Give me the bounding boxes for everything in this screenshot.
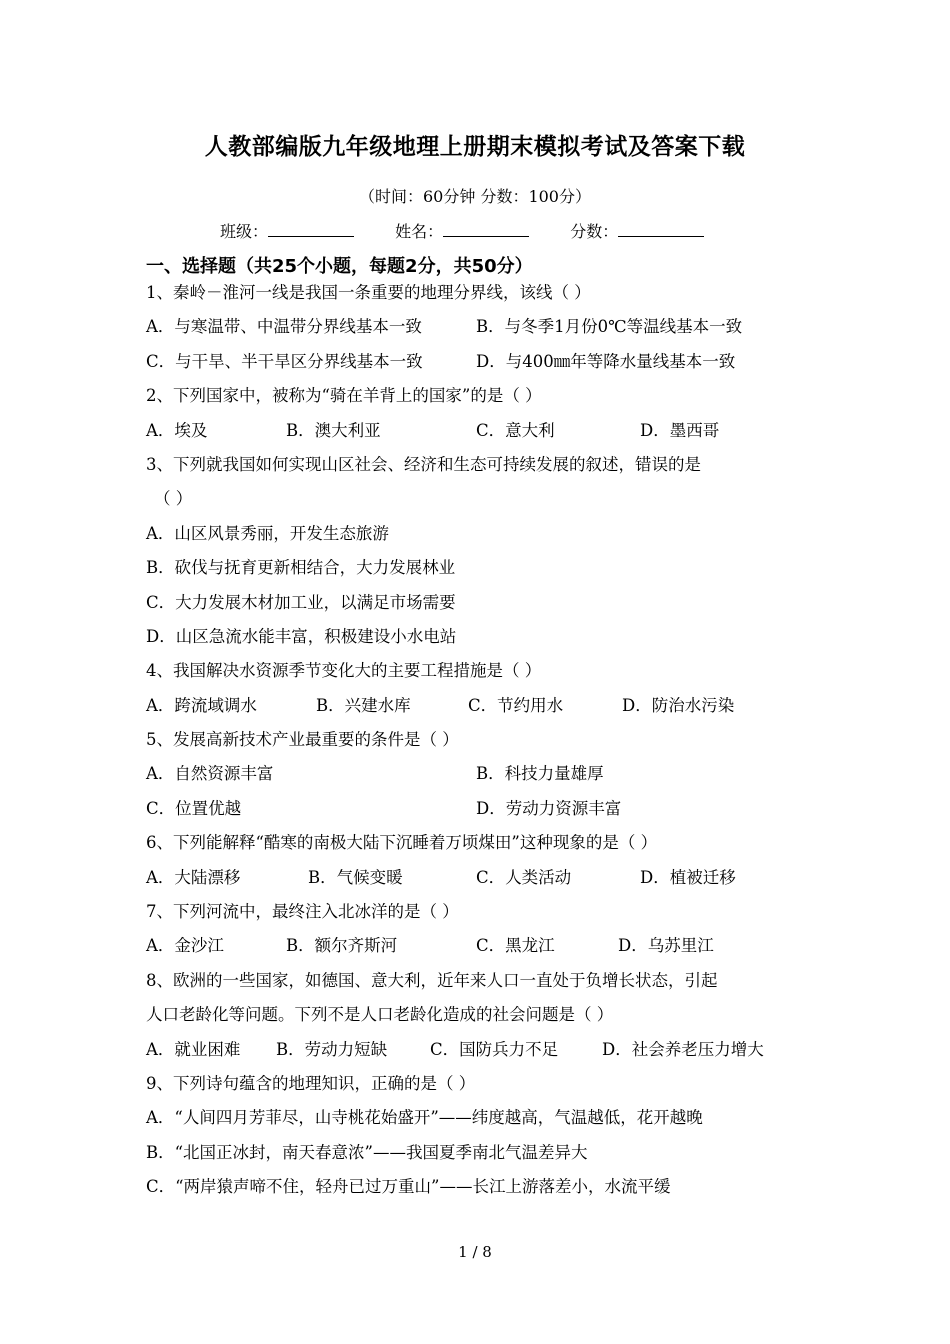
- student-info: [220, 219, 740, 242]
- question-1-stem: 1、秦岭－淮河一线是我国一条重要的地理分界线，该线（ ）: [146, 283, 591, 302]
- q4-option-b: B．兴建水库: [316, 695, 411, 715]
- q3-answer-paren: （ ）: [154, 489, 193, 509]
- name-label: 姓名：: [395, 222, 444, 241]
- question-3-paren: [146, 482, 826, 516]
- q6-option-a: A．大陆漂移: [146, 867, 241, 887]
- question-8-stem-line1: 8、欧洲的一些国家，如德国、意大利，近年来人口一直处于负增长状态，引起: [146, 970, 718, 990]
- q2-option-d: D．墨西哥: [640, 420, 720, 440]
- question-6-stem: 6、下列能解释“酷寒的南极大陆下沉睡着万顷煤田”这种现象的是（ ）: [146, 833, 658, 853]
- q4-option-c: C．节约用水: [468, 695, 564, 715]
- question-6-options: [146, 861, 826, 895]
- question-5-stem: 5、发展高新技术产业最重要的条件是（ ）: [146, 730, 459, 750]
- q4-option-a: A．跨流域调水: [146, 695, 257, 715]
- q8-option-b: B．劳动力短缺: [276, 1039, 388, 1059]
- class-field: [220, 219, 354, 242]
- q5-option-c: C．位置优越: [146, 798, 242, 818]
- q5-option-d: D．劳动力资源丰富: [476, 798, 622, 818]
- question-9-stem: 9、下列诗句蕴含的地理知识，正确的是（ ）: [146, 1073, 476, 1093]
- question-7-options: [146, 929, 826, 963]
- q5-option-a: A．自然资源丰富: [146, 764, 274, 784]
- question-5-options-row2: [146, 792, 826, 826]
- q7-option-b: B．额尔齐斯河: [286, 936, 398, 956]
- section-heading: 一、选择题（共25个小题，每题2分，共50分）: [146, 256, 533, 277]
- page-number: 1 / 8: [458, 1243, 492, 1261]
- q1-option-b: B．与冬季1月份0℃等温线基本一致: [476, 317, 743, 337]
- question-list: [146, 276, 826, 1205]
- question-5-options-row1: [146, 757, 826, 791]
- q6-option-b: B．气候变暖: [308, 867, 403, 887]
- name-blank: [443, 222, 529, 237]
- q2-option-a: A．埃及: [146, 420, 208, 440]
- q3-option-c: C．大力发展木材加工业，以满足市场需要: [146, 592, 456, 612]
- question-8-options: [146, 1033, 826, 1067]
- q1-option-c: C．与干旱、半干旱区分界线基本一致: [146, 351, 423, 371]
- question-1-options-row1: [146, 310, 826, 344]
- question-4-options: [146, 689, 826, 723]
- q7-option-c: C．黑龙江: [476, 936, 555, 956]
- question-2-options: [146, 414, 826, 448]
- q1-option-d: D．与400㎜年等降水量线基本一致: [476, 351, 736, 371]
- q2-option-b: B．澳大利亚: [286, 420, 381, 440]
- q9-option-b: B．“北国正冰封，南天春意浓”——我国夏季南北气温差异大: [146, 1142, 588, 1162]
- question-4-stem: 4、我国解决水资源季节变化大的主要工程措施是（ ）: [146, 661, 542, 681]
- q8-option-a: A．就业困难: [146, 1039, 241, 1059]
- q7-option-a: A．金沙江: [146, 936, 224, 956]
- q9-option-c: C．“两岸猿声啼不住，轻舟已过万重山”——长江上游落差小，水流平缓: [146, 1177, 671, 1197]
- question-8-stem-line2: 人口老龄化等问题。下列不是人口老龄化造成的社会问题是（ ）: [146, 1005, 614, 1025]
- q6-option-d: D．植被迁移: [640, 867, 736, 887]
- q3-option-b: B．砍伐与抚育更新相结合，大力发展林业: [146, 558, 456, 578]
- score-blank: [618, 222, 704, 237]
- question-7-stem: 7、下列河流中，最终注入北冰洋的是（ ）: [146, 902, 459, 922]
- q5-option-b: B．科技力量雄厚: [476, 764, 604, 784]
- q8-option-d: D．社会养老压力增大: [602, 1039, 764, 1059]
- q2-option-c: C．意大利: [476, 420, 555, 440]
- q4-option-d: D．防治水污染: [622, 695, 735, 715]
- q8-option-c: C．国防兵力不足: [430, 1039, 559, 1059]
- score-label: 分数：: [570, 222, 619, 241]
- question-2-stem: 2、下列国家中，被称为“骑在羊背上的国家”的是（ ）: [146, 386, 542, 406]
- exam-time-score: （时间：60分钟 分数：100分）: [359, 187, 591, 206]
- q1-option-a: A．与寒温带、中温带分界线基本一致: [146, 317, 422, 337]
- q3-option-d: D．山区急流水能丰富，积极建设小水电站: [146, 626, 457, 646]
- page-title: 人教部编版九年级地理上册期末模拟考试及答案下载: [204, 134, 746, 160]
- question-3-stem: 3、下列就我国如何实现山区社会、经济和生态可持续发展的叙述，错误的是: [146, 454, 701, 474]
- q9-option-a: A．“人间四月芳菲尽，山寺桃花始盛开”——纬度越高，气温越低，花开越晚: [146, 1108, 703, 1128]
- score-field: [570, 219, 704, 242]
- class-label: 班级：: [220, 222, 269, 241]
- q7-option-d: D．乌苏里江: [618, 936, 714, 956]
- name-field: [395, 219, 529, 242]
- q6-option-c: C．人类活动: [476, 867, 572, 887]
- q3-option-a: A．山区风景秀丽，开发生态旅游: [146, 523, 389, 543]
- question-1-options-row2: [146, 345, 826, 379]
- class-blank: [268, 222, 354, 237]
